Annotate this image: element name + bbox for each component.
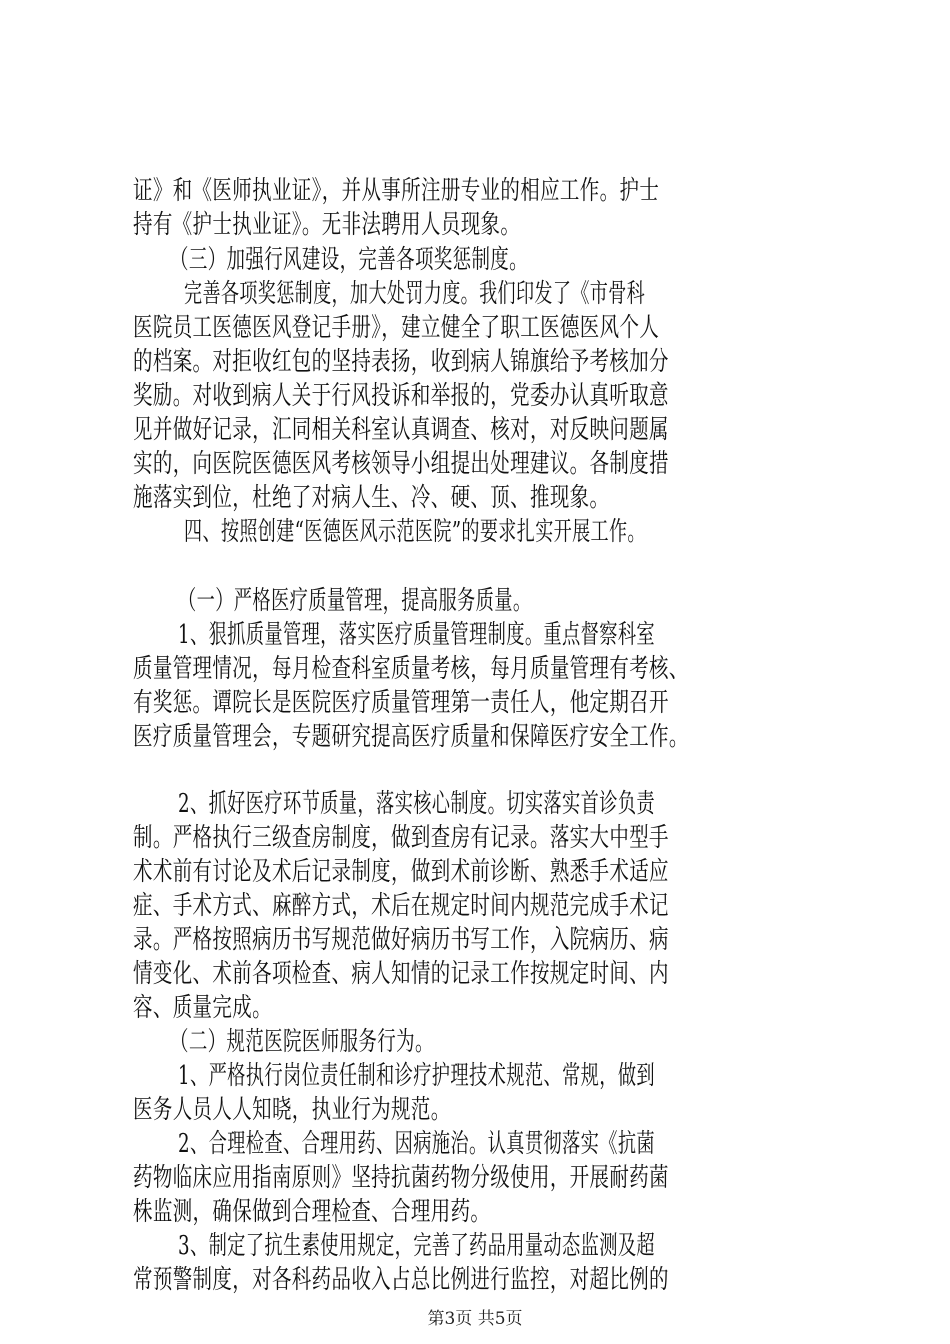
section-heading: （二）规范医院医师服务行为。 <box>170 1027 434 1057</box>
text-line: 制。严格执行三级查房制度，做到查房有记录。落实大中型手 <box>133 823 669 853</box>
text-line: 医疗质量管理会，专题研究提高医疗质量和保障医疗安全工作。 <box>133 722 689 752</box>
text-line: 药物临床应用指南原则》坚持抗菌药物分级使用，开展耐药菌 <box>133 1163 669 1193</box>
text-line: 奖励。对收到病人关于行风投诉和举报的，党委办认真听取意 <box>133 381 669 411</box>
text-line: 常预警制度，对各科药品收入占总比例进行监控，对超比例的 <box>133 1265 669 1295</box>
page-footer: 第3页 共5页 <box>427 1309 523 1329</box>
text-line: 见并做好记录，汇同相关科室认真调查、核对，对反映问题属 <box>133 415 669 445</box>
text-line: 录。严格按照病历书写规范做好病历书写工作，入院病历、病 <box>133 925 669 955</box>
text-line: 医务人员人人知晓，执业行为规范。 <box>133 1095 451 1125</box>
section-heading: （一）严格医疗质量管理，提高服务质量。 <box>178 586 532 616</box>
text-line: 2、抓好医疗环节质量，落实核心制度。切实落实首诊负责 <box>178 789 656 819</box>
text-line: 2、合理检查、合理用药、因病施治。认真贯彻落实《抗菌 <box>178 1129 656 1159</box>
text-line: 1、严格执行岗位责任制和诊疗护理技术规范、常规，做到 <box>178 1061 656 1091</box>
text-line: 施落实到位，杜绝了对病人生、冷、硬、顶、推现象。 <box>133 483 610 513</box>
text-line: 医院员工医德医风登记手册》，建立健全了职工医德医风个人 <box>133 313 660 343</box>
text-line: 有奖惩。谭院长是医院医疗质量管理第一责任人，他定期召开 <box>133 688 669 718</box>
text-line: 容、质量完成。 <box>133 993 272 1023</box>
text-line: 持有《护士执业证》。无非法聘用人员现象。 <box>133 210 521 240</box>
text-line: 的档案。对拒收红包的坚持表扬，收到病人锦旗给予考核加分 <box>133 347 669 377</box>
text-line: 1、狠抓质量管理，落实医疗质量管理制度。重点督察科室 <box>178 620 656 650</box>
text-line: 症、手术方式、麻醉方式，术后在规定时间内规范完成手术记 <box>133 891 669 921</box>
text-line: 实的，向医院医德医风考核领导小组提出处理建议。各制度措 <box>133 449 669 479</box>
section-heading: 四、按照创建“医德医风示范医院”的要求扎实开展工作。 <box>184 517 646 547</box>
text-line: 证》和《医师执业证》，并从事所注册专业的相应工作。护士 <box>133 176 660 206</box>
text-line: 术术前有讨论及术后记录制度，做到术前诊断、熟悉手术适应 <box>133 857 669 887</box>
text-line: 质量管理情况，每月检查科室质量考核，每月质量管理有考核、 <box>133 654 689 684</box>
text-line: 完善各项奖惩制度，加大处罚力度。我们印发了《市骨科 <box>184 279 646 309</box>
section-heading: （三）加强行风建设，完善各项奖惩制度。 <box>170 245 528 275</box>
text-line: 3、制定了抗生素使用规定，完善了药品用量动态监测及超 <box>178 1231 656 1261</box>
text-line: 情变化、术前各项检查、病人知情的记录工作按规定时间、内 <box>133 959 669 989</box>
text-line: 株监测，确保做到合理检查、合理用药。 <box>133 1197 491 1227</box>
